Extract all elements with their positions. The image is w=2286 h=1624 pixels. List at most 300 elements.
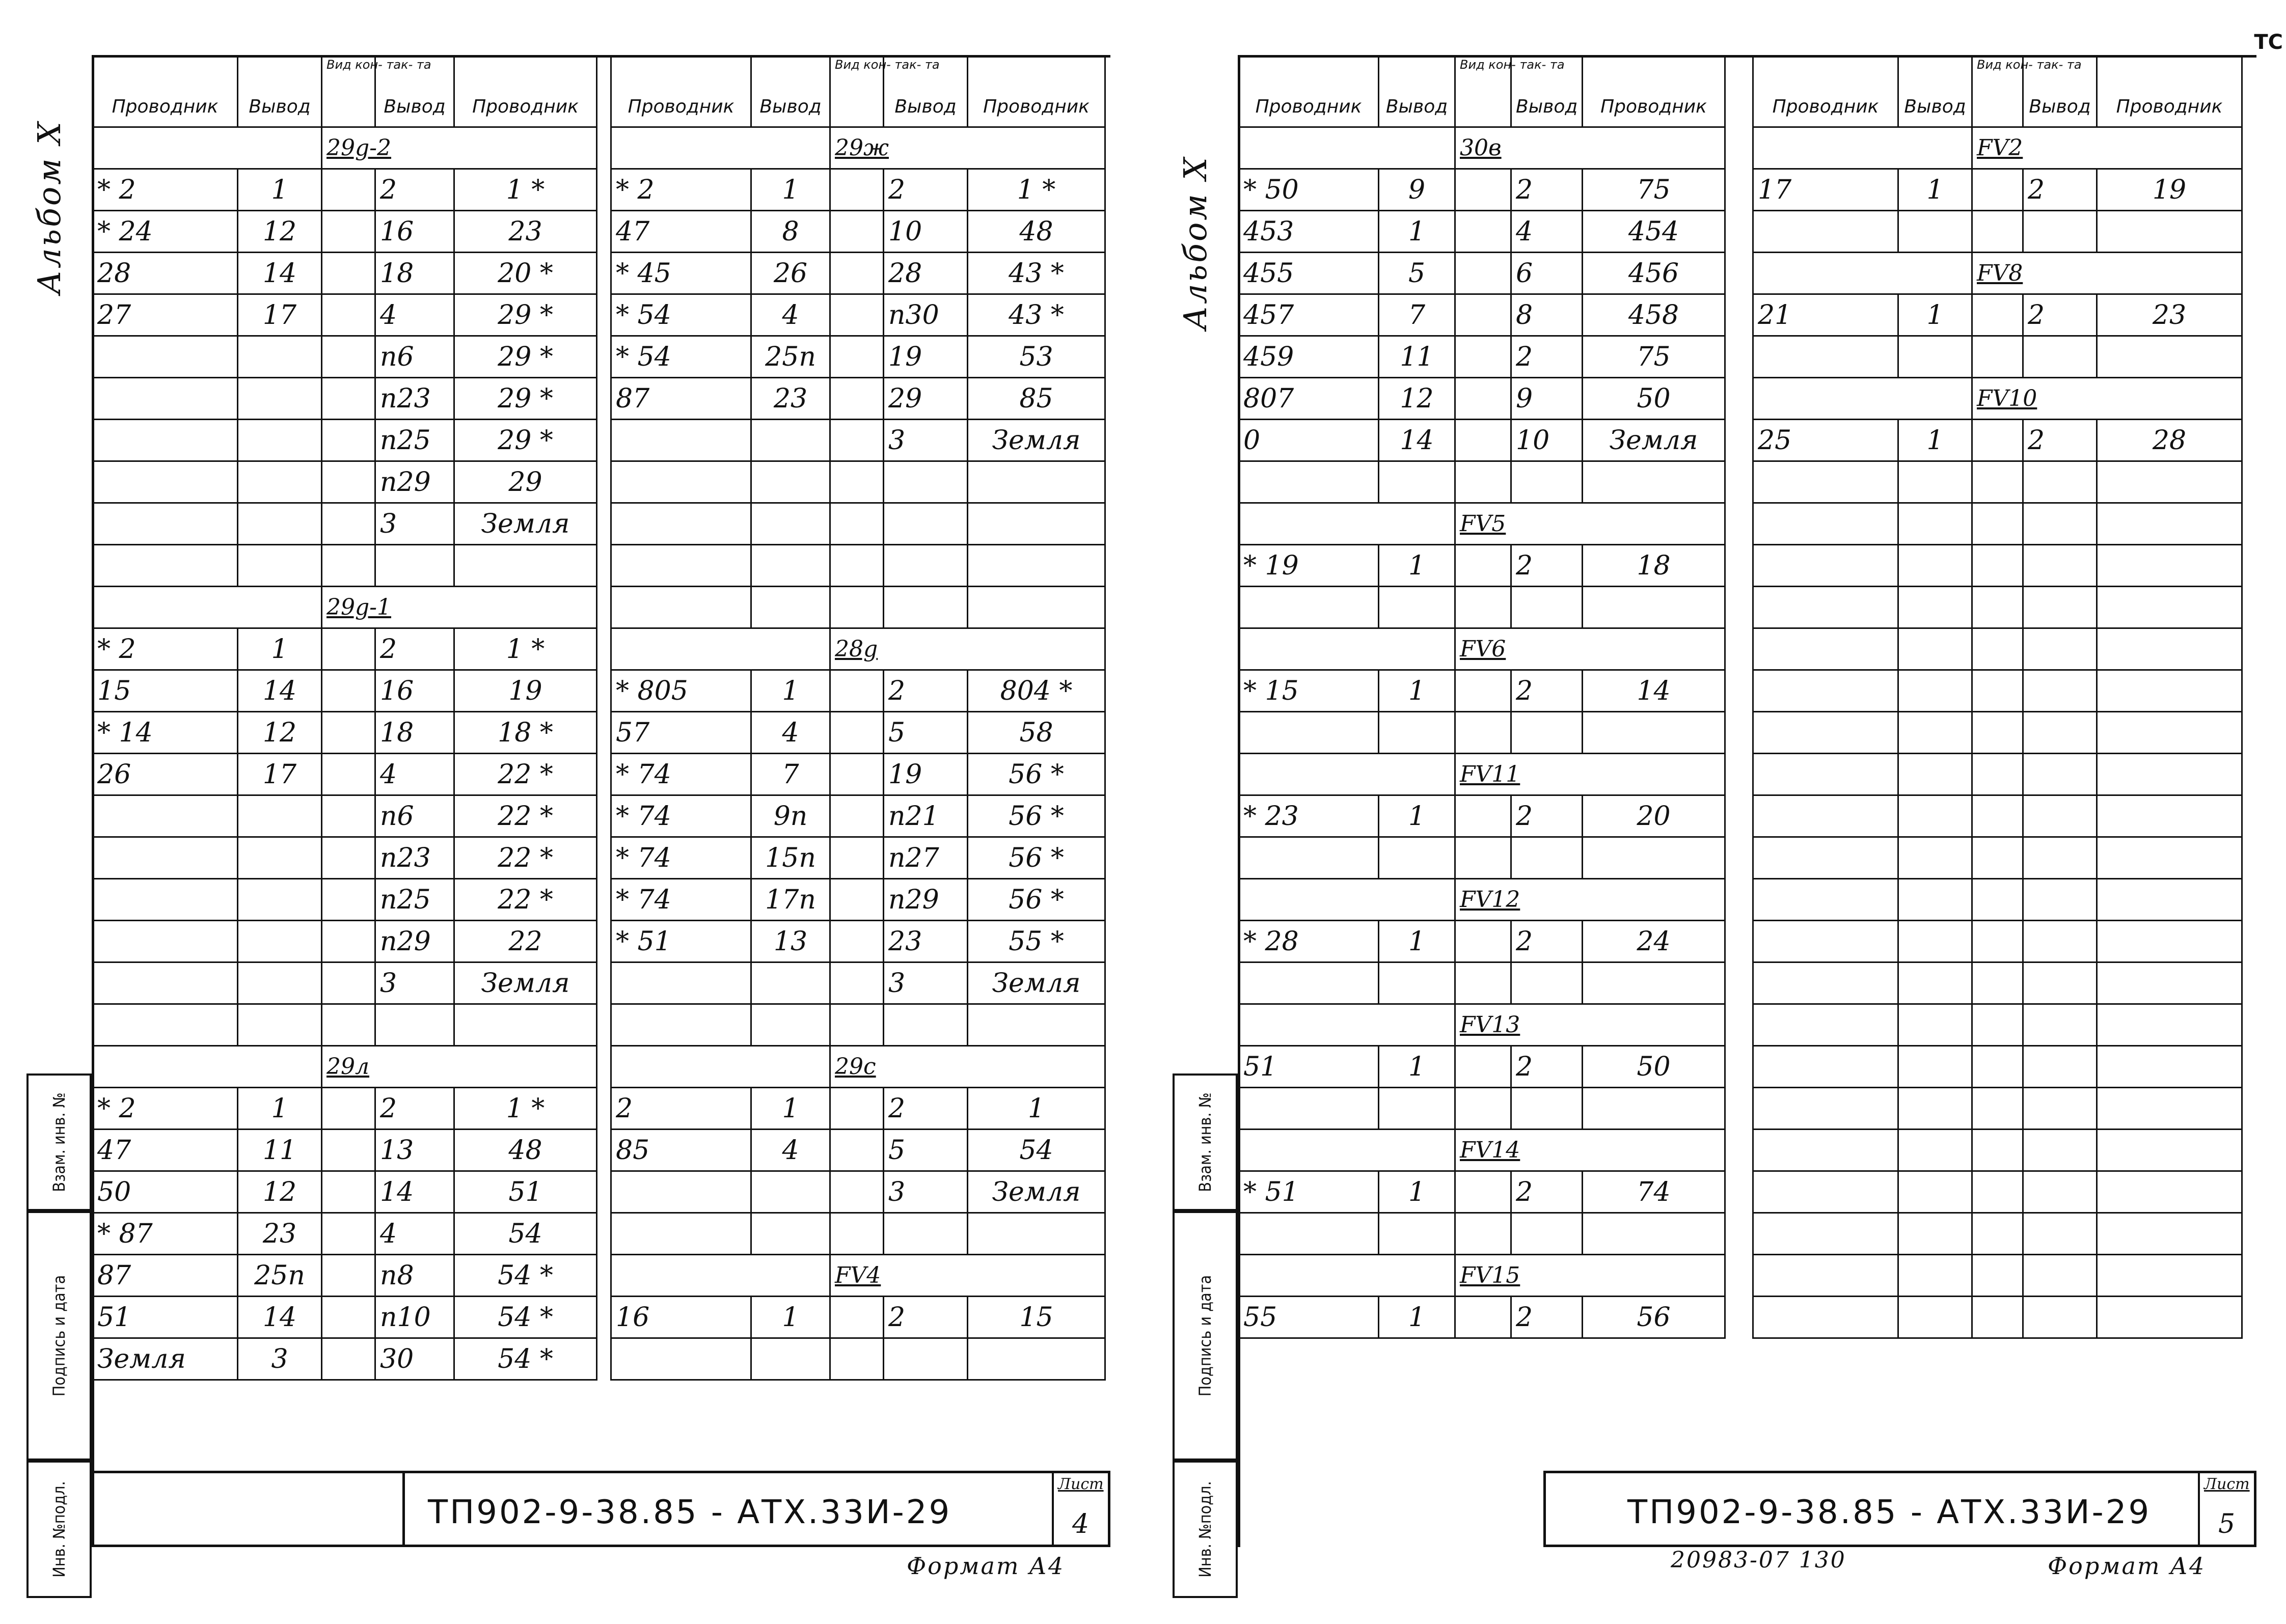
table-cell: [2023, 1046, 2097, 1088]
table-cell: [238, 1004, 322, 1046]
table-cell: [1898, 628, 1972, 670]
section-label: 30в: [1455, 127, 1725, 169]
table-row: [93, 461, 597, 503]
table-cell: [1239, 754, 1455, 795]
table-cell: 14: [238, 1297, 322, 1338]
table-cell: 4: [751, 294, 830, 336]
table-cell: [1753, 1255, 1898, 1297]
table-cell: 14: [1583, 670, 1725, 712]
table-cell: [2023, 1088, 2097, 1130]
table-cell: 1: [1379, 795, 1455, 837]
column-header: Вид кон- так- та: [1455, 56, 1511, 127]
table-cell: 75: [1583, 336, 1725, 378]
sheet-5: [1177, 55, 2256, 1580]
section-row: [1239, 754, 1725, 795]
table-cell: [2023, 336, 2097, 378]
table-cell: [1972, 712, 2023, 754]
table-cell: [1583, 712, 1725, 754]
section-row: [93, 1046, 597, 1088]
table-cell: [2097, 1255, 2242, 1297]
table-cell: [830, 1338, 884, 1380]
table-row: [1753, 211, 2242, 253]
table-cell: 1: [1379, 211, 1455, 253]
sheet-number-box: [2198, 1473, 2254, 1545]
table-cell: 2: [1511, 336, 1583, 378]
section-label: 29g-1: [322, 587, 597, 628]
table-cell: [1972, 1046, 2023, 1088]
table-cell: 12: [1379, 378, 1455, 420]
table-cell: [1898, 503, 1972, 545]
table-cell: [322, 461, 375, 503]
table-cell: [1753, 1130, 1898, 1171]
table-row: [611, 670, 1105, 712]
table-cell: [1455, 1213, 1511, 1255]
table-cell: [1898, 1046, 1972, 1088]
table-cell: [2023, 754, 2097, 795]
table-cell: * 2: [93, 1088, 238, 1130]
table-cell: [611, 545, 751, 587]
table-cell: [1753, 670, 1898, 712]
table-cell: [611, 1004, 751, 1046]
table-cell: [1379, 587, 1455, 628]
stamp-text: Инв. №подл.: [1195, 1481, 1215, 1578]
table-cell: 85: [611, 1130, 751, 1171]
section-label: FV13: [1455, 1004, 1725, 1046]
table-cell: 13: [375, 1130, 454, 1171]
section-label: 29с: [830, 1046, 1105, 1088]
table-cell: 1 *: [454, 169, 597, 211]
table-row: [1753, 837, 2242, 879]
table-row: [611, 962, 1105, 1004]
section-row: [1239, 1255, 1725, 1297]
table-cell: [830, 503, 884, 545]
table-header-row: [93, 56, 597, 127]
table-row: [93, 1130, 597, 1171]
table-cell: [2097, 837, 2242, 879]
table-cell: 2: [1511, 169, 1583, 211]
table-cell: 17: [238, 294, 322, 336]
table-cell: [1753, 795, 1898, 837]
table-cell: [1239, 628, 1455, 670]
table-row: [93, 1213, 597, 1255]
table-cell: [2097, 712, 2242, 754]
table-cell: 3: [884, 1171, 968, 1213]
section-label: FV2: [1972, 127, 2242, 169]
table-cell: * 23: [1239, 795, 1379, 837]
table-cell: 5: [884, 712, 968, 754]
table-row: [93, 628, 597, 670]
table-cell: [1898, 795, 1972, 837]
table-cell: [1972, 670, 2023, 712]
table-row: [1239, 169, 1725, 211]
table-cell: [238, 837, 322, 879]
column-header: Проводник: [1753, 56, 1898, 127]
table-cell: * 2: [611, 169, 751, 211]
table-cell: 22 *: [454, 879, 597, 921]
column-header: Вывод: [238, 56, 322, 127]
table-cell: [1239, 879, 1455, 921]
table-cell: [1239, 461, 1379, 503]
table-cell: [830, 837, 884, 879]
table-cell: [1972, 587, 2023, 628]
stamp-text: Подпись и дата: [1195, 1275, 1215, 1397]
table-cell: 14: [238, 670, 322, 712]
table-cell: [1753, 211, 1898, 253]
table-cell: * 15: [1239, 670, 1379, 712]
section-row: [611, 628, 1105, 670]
table-cell: [1455, 1171, 1511, 1213]
table-cell: [1379, 1213, 1455, 1255]
table-cell: [1898, 545, 1972, 587]
table-cell: [830, 879, 884, 921]
table-cell: [1753, 879, 1898, 921]
table-cell: 48: [454, 1130, 597, 1171]
table-cell: [751, 1213, 830, 1255]
table-cell: Земля: [968, 962, 1105, 1004]
table-cell: 7: [751, 754, 830, 795]
table-cell: [751, 587, 830, 628]
table-row: [1239, 1297, 1725, 1338]
table-cell: [1753, 127, 1972, 169]
table-cell: 458: [1583, 294, 1725, 336]
table-cell: [93, 503, 238, 545]
table-cell: 26: [751, 253, 830, 294]
table-cell: 2: [2023, 169, 2097, 211]
table-cell: 2: [884, 1088, 968, 1130]
table-cell: [322, 712, 375, 754]
table-cell: 7: [1379, 294, 1455, 336]
table-row: [1753, 336, 2242, 378]
table-cell: [611, 1171, 751, 1213]
table-row: [1753, 712, 2242, 754]
table-cell: 23: [751, 378, 830, 420]
stamp-text: Взам. инв. №: [49, 1092, 69, 1192]
table-cell: 23: [454, 211, 597, 253]
table-cell: 28: [884, 253, 968, 294]
table-row: [1239, 1171, 1725, 1213]
table-cell: [1898, 1297, 1972, 1338]
table-cell: 24: [1583, 921, 1725, 962]
table-cell: * 50: [1239, 169, 1379, 211]
table-cell: [830, 420, 884, 461]
table-cell: [830, 169, 884, 211]
table-row: [611, 294, 1105, 336]
table-cell: 3: [375, 503, 454, 545]
table-cell: 23: [884, 921, 968, 962]
table-cell: [1583, 962, 1725, 1004]
table-cell: [93, 420, 238, 461]
table-row: [93, 211, 597, 253]
table-cell: 2: [1511, 1297, 1583, 1338]
table-row: [93, 1088, 597, 1130]
table-cell: п25: [375, 420, 454, 461]
table-cell: [2097, 1046, 2242, 1088]
column-header: Проводник: [1583, 56, 1725, 127]
table-cell: [1898, 837, 1972, 879]
table-cell: [1455, 712, 1511, 754]
table-cell: [1898, 879, 1972, 921]
table-cell: 15п: [751, 837, 830, 879]
table-cell: [93, 587, 322, 628]
table-cell: Земля: [93, 1338, 238, 1380]
table-row: [611, 378, 1105, 420]
table-cell: [1898, 587, 1972, 628]
table-cell: 2: [1511, 670, 1583, 712]
table-cell: [1753, 545, 1898, 587]
table-cell: * 805: [611, 670, 751, 712]
table-cell: 9: [1511, 378, 1583, 420]
table-row: [611, 795, 1105, 837]
table-cell: [2023, 628, 2097, 670]
table-cell: 1: [1898, 420, 1972, 461]
table-cell: * 54: [611, 294, 751, 336]
column-header: Вид кон- так- та: [322, 56, 375, 127]
table-cell: [884, 545, 968, 587]
table-cell: 25п: [238, 1255, 322, 1297]
table-cell: 30: [375, 1338, 454, 1380]
table-cell: 454: [1583, 211, 1725, 253]
table-cell: [2097, 1171, 2242, 1213]
table-cell: [1455, 294, 1511, 336]
table-cell: [1239, 837, 1379, 879]
table-cell: * 87: [93, 1213, 238, 1255]
section-label: FV6: [1455, 628, 1725, 670]
table-cell: Земля: [1583, 420, 1725, 461]
table-cell: 1: [1898, 169, 1972, 211]
table-row: [611, 921, 1105, 962]
section-label: 29л: [322, 1046, 597, 1088]
table-row: [1753, 503, 2242, 545]
table-row: [1753, 795, 2242, 837]
table-cell: [238, 962, 322, 1004]
table-cell: п6: [375, 795, 454, 837]
table-cell: [375, 545, 454, 587]
stamp-inv-number: [1173, 1461, 1238, 1598]
table-cell: 2: [1511, 1171, 1583, 1213]
column-header: Вывод: [2023, 56, 2097, 127]
table-cell: [2023, 545, 2097, 587]
table-cell: 16: [375, 211, 454, 253]
table-cell: [1753, 712, 1898, 754]
table-cell: [1898, 211, 1972, 253]
table-cell: [611, 587, 751, 628]
table-cell: [2023, 1213, 2097, 1255]
table-cell: [322, 1171, 375, 1213]
table-cell: 10: [1511, 420, 1583, 461]
table-cell: [238, 503, 322, 545]
table-cell: [611, 503, 751, 545]
table-cell: 26: [93, 754, 238, 795]
table-cell: [1753, 1088, 1898, 1130]
table-cell: [322, 837, 375, 879]
table-cell: [1898, 461, 1972, 503]
table-row: [1239, 587, 1725, 628]
column-header: Проводник: [968, 56, 1105, 127]
table-cell: 459: [1239, 336, 1379, 378]
table-cell: 14: [375, 1171, 454, 1213]
title-block: [1543, 1471, 2256, 1547]
table-row: [611, 1088, 1105, 1130]
table-row: [93, 879, 597, 921]
table-cell: [1753, 628, 1898, 670]
table-cell: 8: [751, 211, 830, 253]
table-block-b: [1752, 55, 2243, 1339]
table-cell: 0: [1239, 420, 1379, 461]
table-cell: [1511, 461, 1583, 503]
table-cell: 54 *: [454, 1338, 597, 1380]
table-row: [1753, 921, 2242, 962]
table-cell: 23: [238, 1213, 322, 1255]
table-cell: 18: [375, 253, 454, 294]
table-cell: [1972, 1130, 2023, 1171]
table-cell: 29 *: [454, 420, 597, 461]
table-cell: 28: [2097, 420, 2242, 461]
table-row: [1753, 461, 2242, 503]
table-cell: [751, 1004, 830, 1046]
table-cell: 2: [2023, 294, 2097, 336]
table-cell: [2097, 1004, 2242, 1046]
table-row: [611, 253, 1105, 294]
table-cell: п6: [375, 336, 454, 378]
table-cell: п29: [884, 879, 968, 921]
table-row: [1753, 1130, 2242, 1171]
table-row: [1753, 879, 2242, 921]
table-cell: 1: [1379, 1297, 1455, 1338]
table-row: [1239, 294, 1725, 336]
table-cell: [93, 127, 322, 169]
section-row: [1239, 127, 1725, 169]
table-row: [1239, 545, 1725, 587]
table-cell: [2097, 336, 2242, 378]
section-row: [93, 587, 597, 628]
table-cell: 1: [751, 169, 830, 211]
table-cell: [93, 545, 238, 587]
table-cell: [2097, 1130, 2242, 1171]
table-cell: [2097, 503, 2242, 545]
table-row: [611, 1130, 1105, 1171]
table-cell: [884, 461, 968, 503]
title-block: [92, 1471, 1110, 1547]
table-cell: [1972, 1255, 2023, 1297]
table-row: [611, 1171, 1105, 1213]
table-cell: [830, 1088, 884, 1130]
sheet-number-box: [1052, 1473, 1108, 1545]
table-cell: [968, 1004, 1105, 1046]
table-cell: [830, 587, 884, 628]
table-cell: [1455, 962, 1511, 1004]
table-header-row: [1239, 56, 1725, 127]
section-row: [1753, 253, 2242, 294]
table-cell: [1972, 1297, 2023, 1338]
column-header: Проводник: [2097, 56, 2242, 127]
table-cell: [2097, 879, 2242, 921]
table-cell: 14: [238, 253, 322, 294]
sheet-4: [31, 55, 1110, 1580]
section-label: FV15: [1455, 1255, 1725, 1297]
table-cell: 51: [93, 1297, 238, 1338]
table-cell: п29: [375, 461, 454, 503]
section-label: FV8: [1972, 253, 2242, 294]
table-cell: Земля: [454, 503, 597, 545]
table-cell: [1898, 1004, 1972, 1046]
table-cell: [322, 921, 375, 962]
table-cell: [322, 795, 375, 837]
table-row: [1753, 1297, 2242, 1338]
table-cell: 12: [238, 712, 322, 754]
table-cell: [1972, 1004, 2023, 1046]
stamp-signature-date: [26, 1211, 92, 1461]
table-cell: 4: [751, 1130, 830, 1171]
table-row: [93, 712, 597, 754]
table-cell: [1753, 336, 1898, 378]
table-cell: 51: [1239, 1046, 1379, 1088]
table-cell: [830, 712, 884, 754]
table-cell: [611, 628, 830, 670]
table-cell: 74: [1583, 1171, 1725, 1213]
table-cell: [454, 1004, 597, 1046]
table-cell: [2023, 587, 2097, 628]
table-cell: [2097, 754, 2242, 795]
table-cell: [2097, 545, 2242, 587]
column-header: Вывод: [1379, 56, 1455, 127]
table-cell: [322, 1255, 375, 1297]
table-cell: п8: [375, 1255, 454, 1297]
table-cell: [2097, 628, 2242, 670]
table-cell: 16: [375, 670, 454, 712]
table-cell: 28: [93, 253, 238, 294]
table-row: [611, 1297, 1105, 1338]
table-cell: [2097, 962, 2242, 1004]
table-cell: [1239, 1213, 1379, 1255]
table-cell: [2023, 712, 2097, 754]
table-cell: [1379, 962, 1455, 1004]
table-row: [611, 1004, 1105, 1046]
table-cell: [93, 378, 238, 420]
table-cell: * 74: [611, 837, 751, 879]
table-cell: [2023, 795, 2097, 837]
table-cell: [1753, 587, 1898, 628]
table-cell: * 74: [611, 879, 751, 921]
table-cell: 29 *: [454, 378, 597, 420]
table-cell: 5: [1379, 253, 1455, 294]
table-cell: [322, 1338, 375, 1380]
table-cell: 1 *: [454, 1088, 597, 1130]
table-cell: [1455, 211, 1511, 253]
table-cell: [2097, 921, 2242, 962]
table-cell: [1972, 795, 2023, 837]
table-cell: 56 *: [968, 879, 1105, 921]
table-cell: [1753, 1297, 1898, 1338]
table-cell: [322, 294, 375, 336]
table-cell: [611, 1255, 830, 1297]
table-row: [93, 1338, 597, 1380]
table-row: [1239, 336, 1725, 378]
table-row: [611, 503, 1105, 545]
table-cell: 6: [1511, 253, 1583, 294]
table-cell: Земля: [968, 1171, 1105, 1213]
table-cell: [1455, 253, 1511, 294]
table-cell: [1972, 294, 2023, 336]
table-cell: 2: [375, 1088, 454, 1130]
section-row: [1239, 628, 1725, 670]
table-cell: [830, 921, 884, 962]
table-cell: 29: [454, 461, 597, 503]
table-cell: [1898, 712, 1972, 754]
table-row: [611, 587, 1105, 628]
table-cell: [1239, 1130, 1455, 1171]
table-cell: 8: [1511, 294, 1583, 336]
table-cell: [1898, 336, 1972, 378]
